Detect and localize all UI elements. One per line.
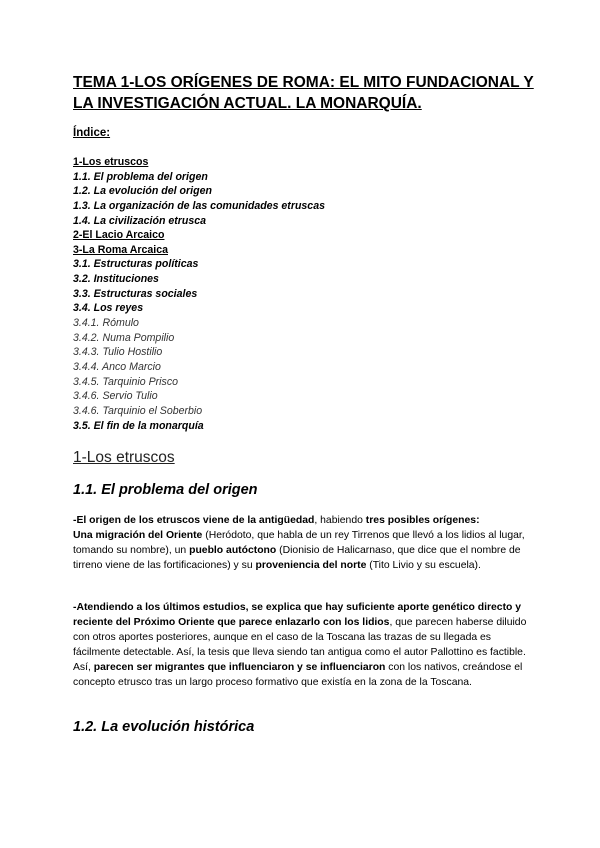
toc-item[interactable]: 3-La Roma Arcaica — [73, 243, 168, 256]
para1-bold-3: Una migración del Oriente — [73, 529, 203, 541]
toc-item[interactable]: 1.2. La evolución del origen — [73, 185, 212, 198]
document-title — [73, 72, 543, 114]
toc-item[interactable]: 1-Los etruscos — [73, 156, 149, 168]
title-line-1: TEMA 1-LOS ORÍGENES DE ROMA: EL MITO FUNDACIONAL Y — [73, 74, 534, 91]
toc-item[interactable]: 1.1. El problema del origen — [73, 170, 208, 183]
paragraph-origen — [73, 514, 529, 574]
toc-item[interactable]: 3.4.2. Numa Pompilio — [73, 331, 175, 344]
toc-item[interactable]: 3.4.6. Tarquinio el Soberbio — [73, 404, 203, 417]
para2-bold-2: parecen ser migrantes que influenciaron y se influenciaron — [93, 661, 386, 673]
toc-item[interactable]: 3.4.3. Tulio Hostilio — [73, 346, 163, 359]
subsection-heading-problema-origen: 1.1. El problema del origen — [73, 482, 258, 498]
para1-text-1: , habiendo — [314, 515, 366, 526]
index-label: Índice: — [73, 127, 111, 139]
para1-bold-4: pueblo autóctono — [189, 544, 277, 556]
para1-text-4: (Tito Livio y su escuela). — [366, 559, 481, 571]
toc-item[interactable]: 1.4. La civilización etrusca — [73, 214, 207, 227]
title-line-2: LA INVESTIGACIÓN ACTUAL. LA MONARQUÍA. — [73, 95, 422, 112]
toc-item[interactable]: 3.4.6. Servio Tulio — [73, 390, 158, 403]
para1-text-3: (Dionisio de Halicarnaso, que dice que el nombre de tirreno viene de las fortificaciones) y su — [73, 544, 521, 571]
toc-item[interactable]: 3.3. Estructuras sociales — [73, 287, 198, 300]
para2-bold-1: -Atendiendo a los últimos estudios, se explica que hay suficiente aporte genético directo y reciente del Próximo Oriente que parece enlazarlo con los lidios — [73, 602, 522, 628]
toc-item[interactable]: 3.4.5. Tarquinio Prisco — [73, 375, 179, 388]
toc-item[interactable]: 3.4.4. Anco Marcio — [73, 360, 161, 373]
toc-item[interactable]: 3.4.1. Rómulo — [73, 317, 139, 330]
para2-text-2: con los nativos, creándose el concepto etrusco tras un largo proceso formativo que existía en la zona de la Toscana. — [73, 661, 523, 688]
toc-item[interactable]: 3.4. Los reyes — [73, 302, 144, 315]
toc-item[interactable]: 3.5. El fin de la monarquía — [73, 419, 204, 432]
para1-bold-1: -El origen de los etruscos viene de la antigüedad — [73, 515, 315, 526]
para2-text-1: , que parecen haberse diluido con otros aportes posteriores, aunque en el caso de la Toscana las trazas de su llegada es fácilmente detectable. Así, la tesis que lleva siendo tan antigua como el autor Pallottino es factible. Así, — [73, 616, 527, 673]
subsection-heading-evolucion-historica: 1.2. La evolución histórica — [73, 719, 255, 735]
toc-item[interactable]: 1.3. La organización de las comunidades etruscas — [73, 199, 325, 212]
toc-item[interactable]: 3.2. Instituciones — [73, 273, 159, 286]
para1-bold-5: proveniencia del norte — [255, 559, 367, 571]
paragraph-estudios — [73, 601, 529, 690]
para1-text-2: (Heródoto, que habla de un rey Tirrenos que llevó a los lidios al lugar, tomando su nombre), un — [73, 529, 525, 556]
toc-item[interactable]: 3.1. Estructuras políticas — [73, 258, 199, 271]
para1-bold-2: tres posibles orígenes: — [365, 515, 480, 526]
section-heading-etruscos: 1-Los etruscos — [73, 449, 175, 466]
toc-item[interactable]: 2-El Lacio Arcaico — [73, 229, 165, 242]
table-of-contents — [73, 155, 325, 433]
